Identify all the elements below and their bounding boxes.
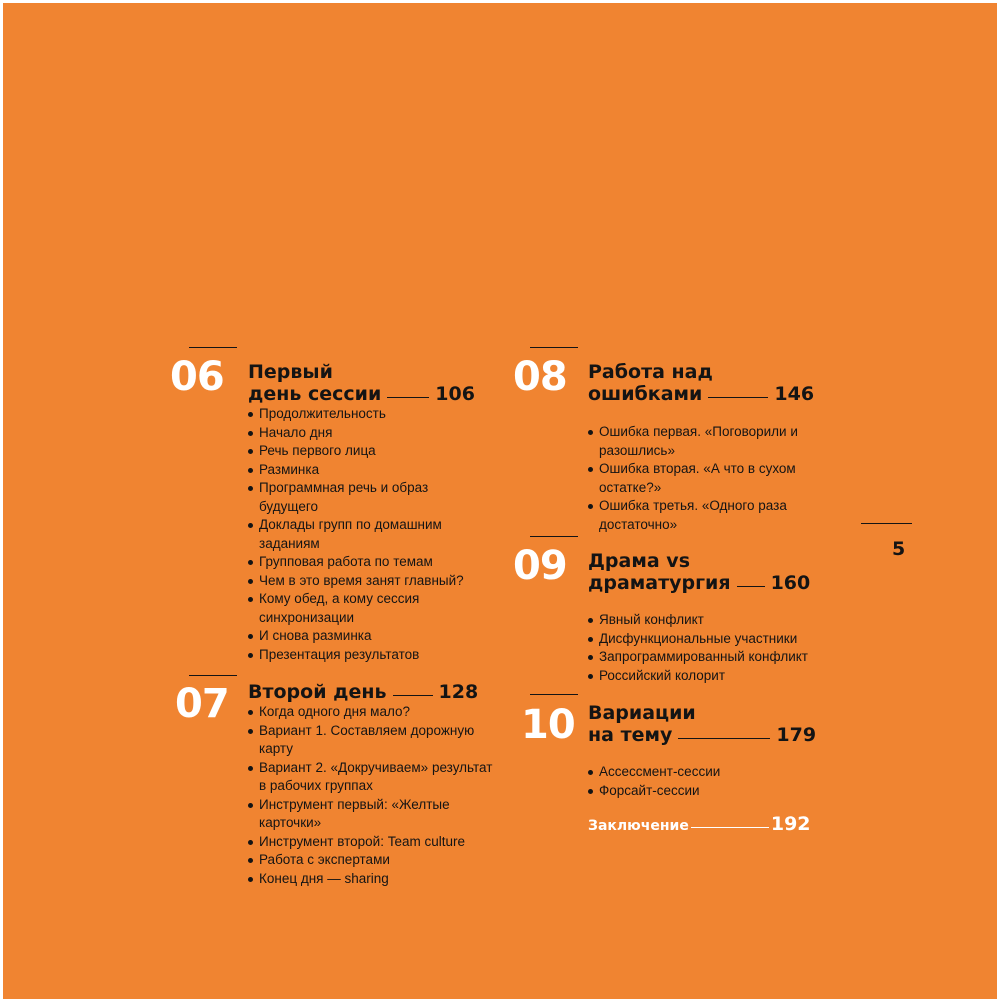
section-title-last-line	[248, 383, 475, 405]
item-text: Вариант 1. Составляем дорожную	[259, 722, 475, 738]
list-item[interactable]	[248, 646, 464, 665]
section-title[interactable]	[248, 681, 478, 703]
item-text: заданиям	[259, 535, 320, 551]
item-text: Работа с экспертами	[259, 852, 390, 867]
item-text: Разминка	[259, 461, 320, 477]
list-item[interactable]	[588, 497, 798, 534]
list-item[interactable]	[248, 833, 492, 852]
section-title-text: Второй день	[248, 681, 387, 703]
section-rule	[530, 536, 578, 537]
item-text: остатке?»	[599, 479, 662, 495]
section-title-text: ошибками	[588, 383, 703, 405]
item-text: Чем в это время занят главный?	[259, 572, 464, 588]
section-page-number: 106	[435, 383, 475, 405]
item-text: в рабочих группах	[259, 778, 373, 793]
list-item[interactable]	[248, 405, 464, 424]
section-title-text: на тему	[588, 724, 673, 746]
section-title-text: драматургия	[588, 572, 731, 594]
section-page-number: 128	[438, 681, 479, 703]
section-items	[248, 703, 492, 888]
item-text: И снова разминка	[259, 628, 372, 643]
list-item[interactable]	[248, 424, 464, 443]
item-text: будущего	[259, 498, 318, 514]
item-text: Инструмент первый: «Желтые	[259, 796, 450, 812]
list-item[interactable]	[588, 423, 798, 460]
toc-page	[3, 3, 997, 999]
section-page-number: 160	[770, 572, 811, 594]
item-text: разошлись»	[599, 442, 675, 458]
page-folio: 5	[892, 538, 906, 560]
section-title-text: день сессии	[248, 383, 382, 405]
section-rule	[189, 675, 237, 676]
item-text: Программная речь и образ	[259, 480, 429, 495]
leader-line	[678, 738, 770, 739]
list-item[interactable]	[248, 590, 464, 627]
item-text: Российский колорит	[599, 667, 726, 683]
section-title-last-line	[588, 383, 814, 405]
section-title[interactable]	[588, 550, 810, 594]
item-text: Запрограммированный конфликт	[599, 649, 808, 664]
section-title-line: Вариации	[588, 702, 696, 724]
list-item[interactable]	[248, 627, 464, 646]
section-rule	[530, 694, 578, 695]
item-text: карту	[259, 741, 294, 756]
item-text: Форсайт-сессии	[599, 782, 700, 798]
leader-line	[691, 827, 769, 828]
item-text: Кому обед, а кому сессия	[259, 591, 420, 606]
list-item[interactable]	[248, 553, 464, 572]
item-text: Конец дня — sharing	[259, 870, 389, 886]
list-item[interactable]	[248, 703, 492, 722]
section-title-last-line	[588, 724, 816, 746]
item-text: Дисфункциональные участники	[599, 630, 798, 646]
list-item[interactable]	[588, 648, 808, 667]
list-item[interactable]	[588, 667, 808, 686]
list-item[interactable]	[248, 870, 492, 889]
item-text: Когда одного дня мало?	[259, 704, 410, 719]
list-item[interactable]	[248, 572, 464, 591]
section-items	[248, 405, 464, 664]
leader-line	[387, 397, 429, 398]
list-item[interactable]	[248, 442, 464, 461]
leader-line	[708, 397, 768, 398]
list-item[interactable]	[248, 796, 492, 833]
item-text: карточки»	[259, 815, 322, 830]
section-items	[588, 611, 808, 685]
list-item[interactable]	[248, 479, 464, 516]
section-number: 08	[513, 354, 567, 400]
item-text: Инструмент второй: Team culture	[259, 833, 465, 849]
item-text: Ошибка первая. «Поговорили и	[599, 424, 798, 439]
item-text: Групповая работа по темам	[259, 554, 433, 569]
section-title-last-line	[588, 572, 810, 594]
folio-rule	[861, 523, 912, 524]
item-text: Продолжительность	[259, 406, 386, 421]
section-title-line: Драма vs	[588, 550, 691, 572]
item-text: Доклады групп по домашним	[259, 517, 442, 532]
item-text: достаточно»	[599, 516, 678, 532]
list-item[interactable]	[588, 630, 808, 649]
toc-conclusion[interactable]	[588, 813, 811, 835]
section-rule	[189, 347, 237, 348]
list-item[interactable]	[248, 851, 492, 870]
section-number: 09	[513, 543, 567, 589]
item-text: Явный конфликт	[599, 612, 704, 627]
item-text: синхронизации	[259, 609, 355, 625]
item-text: Речь первого лица	[259, 443, 376, 458]
section-title[interactable]	[588, 702, 816, 746]
leader-line	[393, 695, 433, 696]
list-item[interactable]	[588, 460, 798, 497]
list-item[interactable]	[248, 722, 492, 759]
section-items	[588, 423, 798, 534]
item-text: Ассессмент-сессии	[599, 764, 721, 779]
list-item[interactable]	[588, 611, 808, 630]
item-text: Вариант 2. «Докручиваем» результат	[259, 759, 493, 775]
section-title[interactable]	[248, 361, 475, 405]
section-items	[588, 763, 720, 800]
section-title[interactable]	[588, 361, 814, 405]
section-number: 07	[175, 681, 229, 727]
section-title-line: Работа над	[588, 361, 713, 383]
list-item[interactable]	[248, 516, 464, 553]
section-page-number: 179	[776, 724, 817, 746]
section-title-last-line	[248, 681, 478, 703]
conclusion-label: Заключение	[588, 818, 689, 834]
section-title-line: Первый	[248, 361, 333, 383]
list-item[interactable]	[588, 763, 720, 782]
list-item[interactable]	[248, 759, 492, 796]
section-number: 06	[170, 354, 224, 400]
conclusion-page-number: 192	[770, 813, 811, 835]
section-number: 10	[521, 702, 575, 748]
section-rule	[530, 347, 578, 348]
item-text: Ошибка вторая. «А что в сухом	[599, 461, 796, 476]
item-text: Начало дня	[259, 424, 333, 440]
leader-line	[737, 586, 765, 587]
section-page-number: 146	[774, 383, 815, 405]
list-item[interactable]	[588, 782, 720, 801]
list-item[interactable]	[248, 461, 464, 480]
item-text: Презентация результатов	[259, 646, 420, 662]
item-text: Ошибка третья. «Одного раза	[599, 498, 787, 513]
